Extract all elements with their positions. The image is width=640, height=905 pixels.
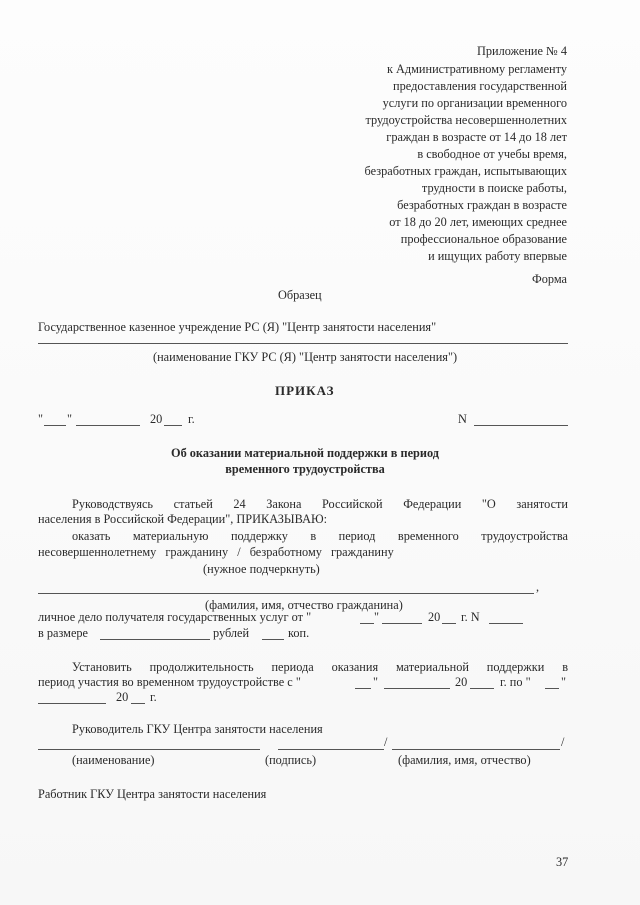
appendix-line: в свободное от учебы время, — [417, 147, 567, 161]
period-end-year-field[interactable] — [131, 703, 145, 704]
case-year: 20 — [428, 610, 441, 624]
paragraph-3-line-2a: период участия во временном трудоустройстве с " — [38, 675, 301, 689]
institution-underline — [38, 343, 568, 344]
case-text: личное дело получателя государственных услуг от " — [38, 610, 312, 624]
period-end-close-quote: " — [561, 675, 567, 689]
institution-name: Государственное казенное учреждение РС (Я) "Центр занятости населения" — [38, 320, 437, 334]
date-day-field[interactable] — [44, 425, 66, 426]
appendix-line: Приложение № 4 — [476, 44, 567, 58]
citizen-name-caption: (фамилия, имя, отчество гражданина) — [205, 598, 403, 612]
paragraph-1-line-2: населения в Российской Федерации", ПРИКАЗЫВАЮ: — [38, 512, 328, 526]
subject-line-2: временного трудоустройства — [225, 462, 385, 476]
signature-sign-field[interactable] — [278, 749, 384, 750]
caption-sign: (подпись) — [265, 753, 317, 767]
amount-prefix: в размере — [38, 626, 89, 640]
case-month-field[interactable] — [382, 623, 422, 624]
date-month-field[interactable] — [76, 425, 140, 426]
caption-name: (наименование) — [72, 753, 155, 767]
paragraph-2-line-2: несовершеннолетнему гражданину / безработному гражданину — [38, 545, 394, 559]
case-close-quote: " — [374, 610, 380, 624]
appendix-line: трудности в поиске работы, — [421, 181, 567, 195]
citizen-name-field[interactable] — [38, 593, 534, 594]
appendix-line: от 18 до 20 лет, имеющих среднее — [389, 215, 567, 229]
appendix-line: предоставления государственной — [393, 79, 567, 93]
appendix-line: услуги по организации временного — [382, 96, 567, 110]
paragraph-3-line-1: Установить продолжительность периода оказания материальной поддержки в — [72, 660, 568, 674]
underline-hint: (нужное подчеркнуть) — [203, 562, 320, 576]
appendix-line: безработных граждан в возрасте — [397, 198, 567, 212]
signature-name-field[interactable] — [38, 749, 260, 750]
case-number-label: г. N — [461, 610, 480, 624]
paragraph-3-line-3-suffix: г. — [150, 690, 157, 704]
paragraph-3-line-2b: 20 — [455, 675, 468, 689]
period-end-day-field[interactable] — [545, 688, 559, 689]
period-start-close-quote: " — [373, 675, 379, 689]
order-number-field[interactable] — [474, 425, 568, 426]
signature-fio-field[interactable] — [392, 749, 560, 750]
date-close-quote: " — [67, 412, 73, 426]
form-label: Форма — [532, 272, 567, 286]
slash: / — [561, 735, 565, 749]
date-year-suffix: г. — [188, 412, 195, 426]
period-start-month-field[interactable] — [384, 688, 450, 689]
appendix-line: граждан в возрасте от 14 до 18 лет — [386, 130, 567, 144]
subject-line-1: Об оказании материальной поддержки в период — [171, 446, 439, 460]
appendix-line: трудоустройства несовершеннолетних — [365, 113, 567, 127]
date-year-prefix: 20 — [150, 412, 163, 426]
sample-label: Образец — [278, 288, 322, 302]
paragraph-1-line-1: Руководствуясь статьей 24 Закона Российской Федерации "О занятости — [72, 497, 568, 511]
appendix-line: и ищущих работу впервые — [428, 249, 567, 263]
date-open-quote: " — [38, 412, 44, 426]
caption-fio: (фамилия, имя, отчество) — [398, 753, 531, 767]
period-end-month-field[interactable] — [38, 703, 106, 704]
amount-rub-field[interactable] — [100, 639, 210, 640]
comma: , — [536, 580, 540, 594]
paragraph-3-line-2c: г. по " — [500, 675, 531, 689]
date-year-field[interactable] — [164, 425, 182, 426]
appendix-line: к Административному регламенту — [386, 62, 567, 76]
amount-kop-field[interactable] — [262, 639, 284, 640]
paragraph-3-line-3: 20 — [116, 690, 129, 704]
institution-caption: (наименование ГКУ РС (Я) "Центр занятости населения") — [153, 350, 458, 364]
appendix-line: профессиональное образование — [400, 232, 567, 246]
worker-label: Работник ГКУ Центра занятости населения — [38, 787, 267, 801]
case-day-field[interactable] — [360, 623, 374, 624]
period-start-day-field[interactable] — [355, 688, 371, 689]
appendix-line: безработных граждан, испытывающих — [364, 164, 567, 178]
page-number: 37 — [556, 855, 569, 869]
amount-kop-label: коп. — [288, 626, 310, 640]
head-label: Руководитель ГКУ Центра занятости населения — [72, 722, 323, 736]
amount-rub-label: рублей — [213, 626, 250, 640]
order-title: ПРИКАЗ — [275, 383, 335, 398]
slash: / — [384, 735, 388, 749]
case-number-field[interactable] — [489, 623, 523, 624]
period-start-year-field[interactable] — [470, 688, 494, 689]
case-year-field[interactable] — [442, 623, 456, 624]
paragraph-2-line-1: оказать материальную поддержку в период временного трудоустройства — [72, 529, 568, 543]
order-number-label: N — [458, 412, 467, 426]
